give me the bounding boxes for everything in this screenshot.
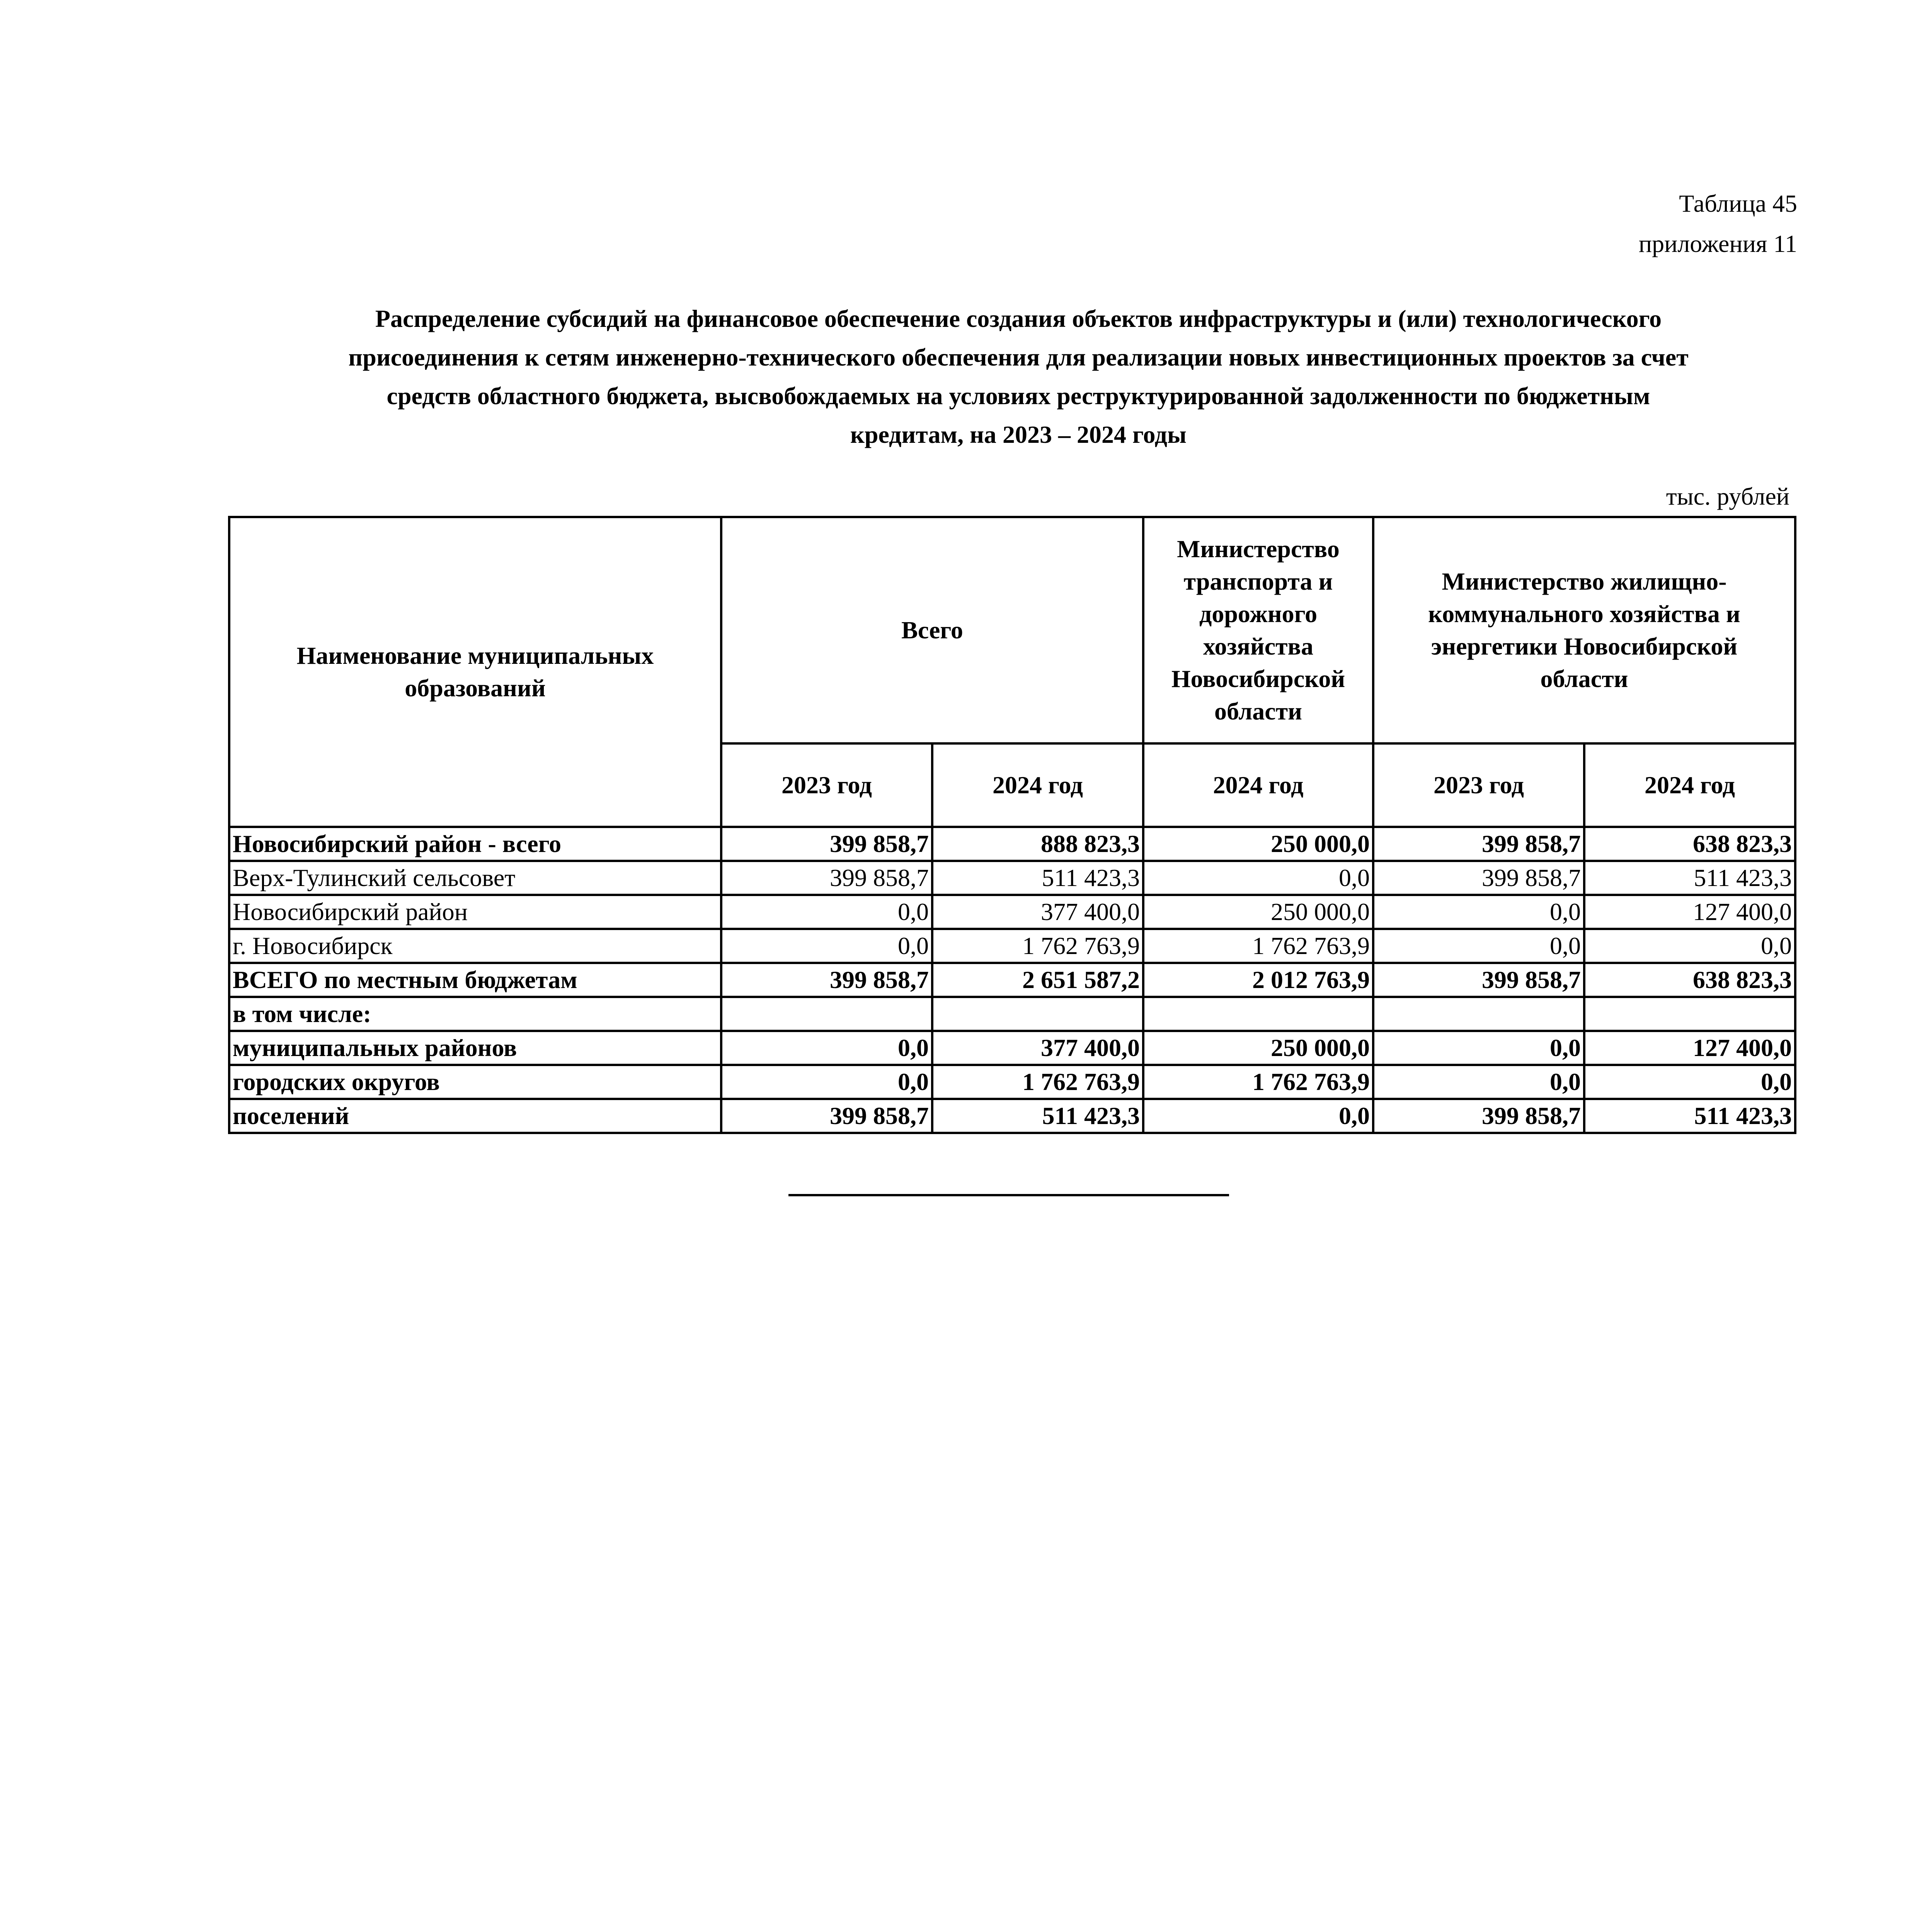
row-value: 511 423,3 bbox=[932, 861, 1143, 895]
header-line: Министерство жилищно- bbox=[1442, 568, 1727, 595]
header-line: области bbox=[1214, 697, 1302, 725]
document-title bbox=[228, 299, 1809, 454]
units-label: тыс. рублей bbox=[1666, 483, 1789, 510]
table-row bbox=[229, 929, 1795, 963]
row-value: 399 858,7 bbox=[721, 1099, 932, 1133]
row-value: 399 858,7 bbox=[721, 963, 932, 997]
table-row bbox=[229, 963, 1795, 997]
row-value: 2 012 763,9 bbox=[1143, 963, 1373, 997]
row-value: 250 000,0 bbox=[1143, 895, 1373, 929]
header-year: 2024 год bbox=[1143, 743, 1373, 827]
row-value: 511 423,3 bbox=[1584, 1099, 1795, 1133]
row-value: 399 858,7 bbox=[1373, 827, 1584, 861]
row-value: 1 762 763,9 bbox=[1143, 1065, 1373, 1099]
row-value: 0,0 bbox=[1373, 1065, 1584, 1099]
row-value: 377 400,0 bbox=[932, 895, 1143, 929]
header-line: коммунального хозяйства и bbox=[1428, 600, 1740, 628]
header-housing-ministry bbox=[1373, 517, 1795, 743]
table-row bbox=[229, 861, 1795, 895]
row-value bbox=[1373, 997, 1584, 1031]
row-value: 0,0 bbox=[1373, 895, 1584, 929]
row-value: 2 651 587,2 bbox=[932, 963, 1143, 997]
row-value: 0,0 bbox=[1373, 1031, 1584, 1065]
row-name: г. Новосибирск bbox=[229, 929, 721, 963]
row-value: 0,0 bbox=[1143, 1099, 1373, 1133]
row-value: 127 400,0 bbox=[1584, 895, 1795, 929]
row-value: 399 858,7 bbox=[721, 827, 932, 861]
header-year: 2024 год bbox=[932, 743, 1143, 827]
title-line: средств областного бюджета, высвобождаемых на условиях реструктурированной задолженности по бюджетным bbox=[386, 382, 1650, 410]
row-value: 399 858,7 bbox=[1373, 861, 1584, 895]
header-year: 2023 год bbox=[721, 743, 932, 827]
row-name: городских округов bbox=[229, 1065, 721, 1099]
subsidy-table bbox=[228, 516, 1796, 1134]
row-name: поселений bbox=[229, 1099, 721, 1133]
row-value: 399 858,7 bbox=[721, 861, 932, 895]
row-value bbox=[1143, 997, 1373, 1031]
row-value: 511 423,3 bbox=[1584, 861, 1795, 895]
header-year: 2024 год bbox=[1584, 743, 1795, 827]
row-value: 0,0 bbox=[1373, 929, 1584, 963]
row-value bbox=[721, 997, 932, 1031]
row-value: 0,0 bbox=[721, 1065, 932, 1099]
header-total: Всего bbox=[721, 517, 1143, 743]
header-line: Министерство bbox=[1177, 535, 1340, 563]
row-value: 1 762 763,9 bbox=[1143, 929, 1373, 963]
row-value bbox=[932, 997, 1143, 1031]
row-value: 377 400,0 bbox=[932, 1031, 1143, 1065]
table-body bbox=[229, 827, 1795, 1133]
row-name: Новосибирский район bbox=[229, 895, 721, 929]
header-line: хозяйства bbox=[1203, 633, 1314, 660]
row-value: 0,0 bbox=[1143, 861, 1373, 895]
title-line: Распределение субсидий на финансовое обеспечение создания объектов инфраструктуры и (или) технологического bbox=[375, 305, 1662, 332]
row-value: 0,0 bbox=[1584, 1065, 1795, 1099]
row-value: 638 823,3 bbox=[1584, 827, 1795, 861]
table-reference bbox=[1217, 184, 1797, 264]
header-line: Новосибирской bbox=[1171, 665, 1345, 692]
header-municipality: Наименование муниципальных образований bbox=[229, 517, 721, 827]
header-transport-ministry bbox=[1143, 517, 1373, 743]
table-row bbox=[229, 1099, 1795, 1133]
title-line: кредитам, на 2023 – 2024 годы bbox=[850, 421, 1187, 448]
table-row bbox=[229, 1031, 1795, 1065]
row-value: 0,0 bbox=[721, 1031, 932, 1065]
row-value: 1 762 763,9 bbox=[932, 1065, 1143, 1099]
row-value: 250 000,0 bbox=[1143, 1031, 1373, 1065]
header-line: транспорта и bbox=[1183, 568, 1333, 595]
row-value: 127 400,0 bbox=[1584, 1031, 1795, 1065]
row-value: 888 823,3 bbox=[932, 827, 1143, 861]
header-line: энергетики Новосибирской bbox=[1431, 633, 1738, 660]
header-year: 2023 год bbox=[1373, 743, 1584, 827]
row-name: Новосибирский район - всего bbox=[229, 827, 721, 861]
title-line: присоединения к сетям инженерно-технического обеспечения для реализации новых инвестиционных проектов за счет bbox=[348, 344, 1689, 371]
row-value: 250 000,0 bbox=[1143, 827, 1373, 861]
row-name: муниципальных районов bbox=[229, 1031, 721, 1065]
row-value: 399 858,7 bbox=[1373, 963, 1584, 997]
table-row bbox=[229, 997, 1795, 1031]
row-name: Верх-Тулинский сельсовет bbox=[229, 861, 721, 895]
row-value: 1 762 763,9 bbox=[932, 929, 1143, 963]
row-value: 638 823,3 bbox=[1584, 963, 1795, 997]
end-rule bbox=[788, 1194, 1229, 1196]
table-row bbox=[229, 1065, 1795, 1099]
row-name: в том числе: bbox=[229, 997, 721, 1031]
row-name: ВСЕГО по местным бюджетам bbox=[229, 963, 721, 997]
table-row bbox=[229, 827, 1795, 861]
appendix-number: приложения 11 bbox=[1638, 230, 1797, 257]
row-value: 0,0 bbox=[721, 929, 932, 963]
table-number: Таблица 45 bbox=[1679, 190, 1797, 217]
row-value: 399 858,7 bbox=[1373, 1099, 1584, 1133]
table-row bbox=[229, 895, 1795, 929]
row-value: 0,0 bbox=[1584, 929, 1795, 963]
row-value: 511 423,3 bbox=[932, 1099, 1143, 1133]
row-value: 0,0 bbox=[721, 895, 932, 929]
header-line: области bbox=[1540, 665, 1628, 692]
row-value bbox=[1584, 997, 1795, 1031]
header-line: дорожного bbox=[1199, 600, 1318, 628]
